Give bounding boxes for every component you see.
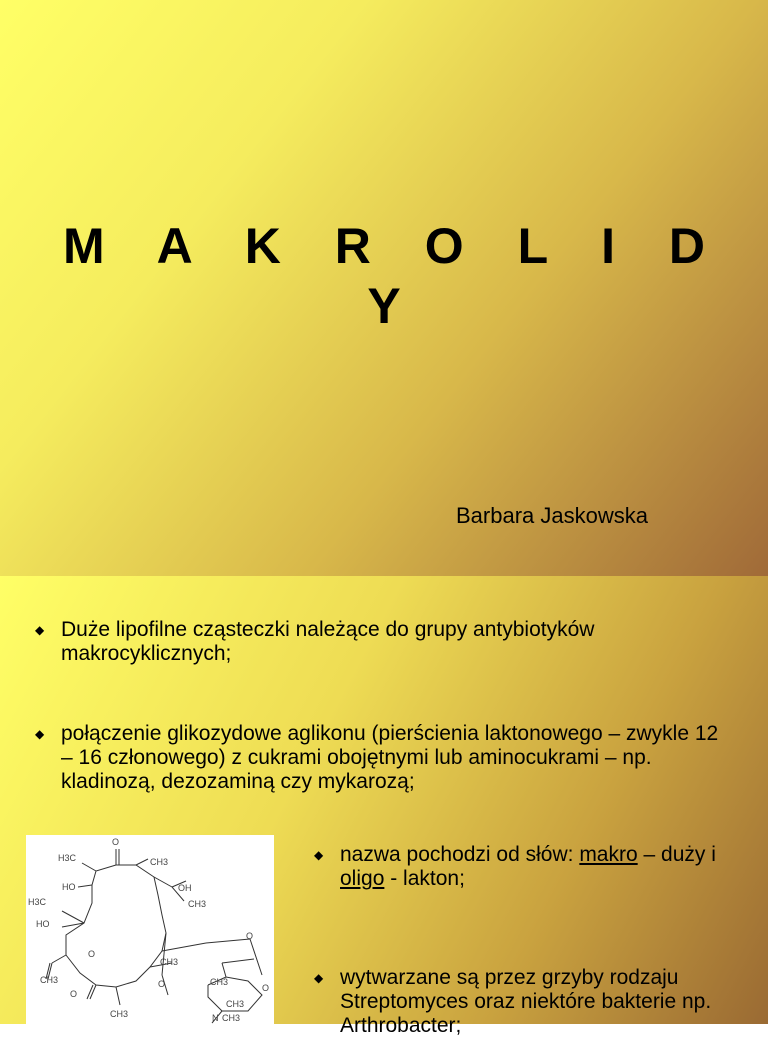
bullet-item [35,618,721,666]
macrolide-structure-drawing [26,835,274,1024]
atom-label: HO [36,919,50,929]
chemical-structure-image [26,835,274,1024]
atom-label: O [70,989,78,999]
atom-label: HO [62,882,76,892]
bullet-item [35,722,721,794]
atom-label: N [212,1013,219,1023]
bullet-text: Duże lipofilne cząsteczki należące do grupy antybiotyków makrocyklicznych; [61,618,595,665]
atom-label: OH [178,883,192,893]
atom-label: H3C [58,853,77,863]
atom-label: CH3 [222,1013,241,1023]
atom-label: O [262,983,270,993]
diamond-bullet-icon: ◆ [314,848,324,862]
structure-labels [28,837,269,1023]
atom-label: CH3 [160,957,179,967]
atom-label: O [246,931,254,941]
bullet-item [314,966,740,1038]
atom-label: CH3 [188,899,207,909]
diamond-bullet-icon: ◆ [314,971,324,985]
atom-label: CH3 [110,1009,129,1019]
underlined-word-makro: makro [579,843,638,866]
atom-label: CH3 [40,975,59,985]
atom-label: CH3 [226,999,245,1009]
diamond-bullet-icon: ◆ [35,727,45,741]
diamond-bullet-icon: ◆ [35,623,45,637]
atom-label: O [88,949,96,959]
atom-label: O [112,837,120,847]
bullet-text: połączenie glikozydowe aglikonu (pierścienia laktonowego – zwykle 12 – 16 członowego) z cukrami obojętnymi lub aminocukrami – np. kladinozą, dezozaminą czy mykarozą; [61,722,719,793]
bullet-text-part: – duży i [637,843,716,866]
bullet-text: wytwarzane są przez grzyby rodzaju Streptomyces oraz niektóre bakterie np. Arthrobacter; [340,966,712,1037]
underlined-word-oligo: oligo [340,867,385,890]
author-name: Barbara Jaskowska [456,503,648,528]
bullet-text-part: nazwa pochodzi od słów: [340,843,580,866]
atom-label: O [158,979,166,989]
bullet-item [314,843,740,891]
atom-label: H3C [28,897,47,907]
atom-label: CH3 [210,977,229,987]
atom-label: CH3 [150,857,169,867]
slide-title: M A K R O L I D Y [62,218,726,334]
bullet-text-part: - lakton; [384,867,465,890]
